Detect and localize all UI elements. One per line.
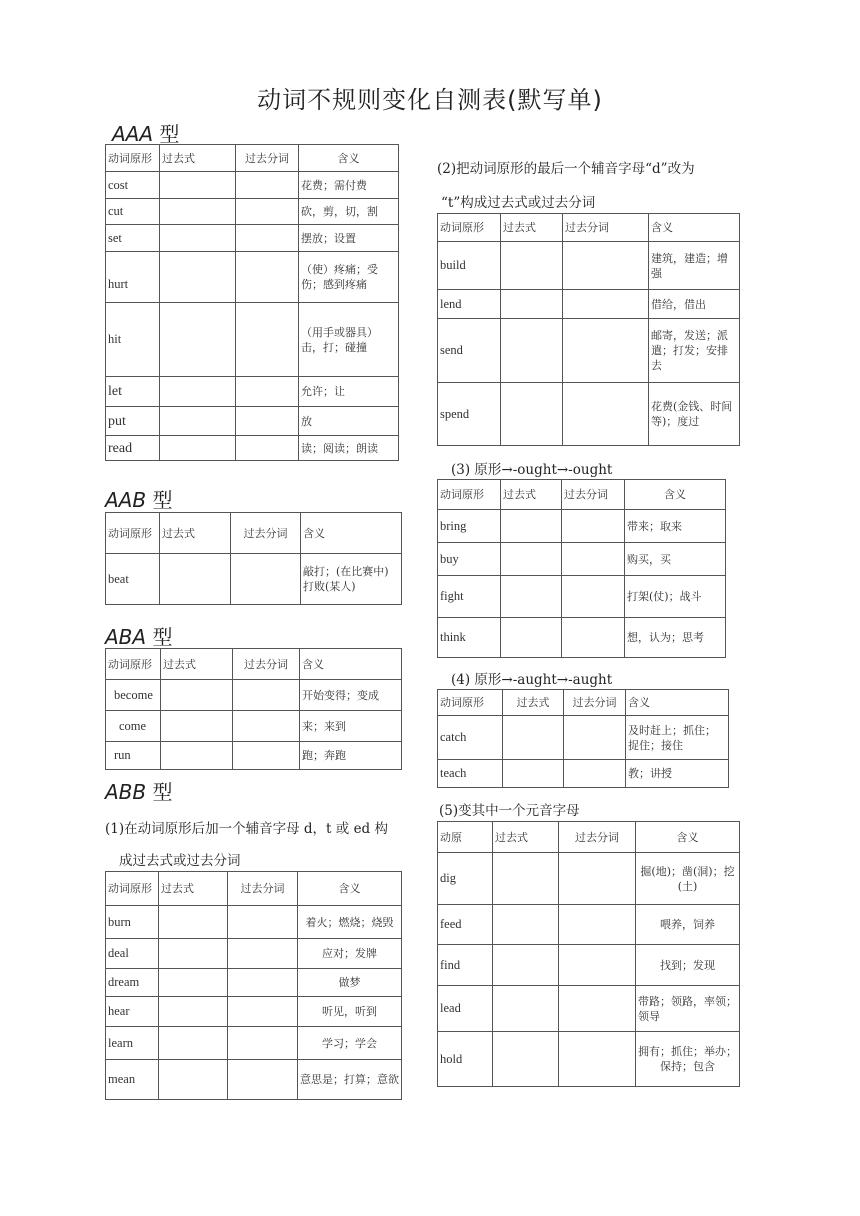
col-header-base: 动词原形 [106, 872, 159, 906]
verb-base: send [438, 319, 501, 383]
past-input[interactable] [501, 290, 563, 319]
pp-input[interactable] [564, 760, 626, 788]
pp-input[interactable] [236, 225, 299, 252]
verb-meaning: 放 [299, 407, 399, 436]
table-header-row [438, 480, 726, 510]
verb-meaning: 建筑，建造；增强 [649, 242, 740, 290]
table-header-row [106, 649, 402, 680]
col-header-pp: 过去分词 [564, 690, 626, 716]
col-header-base: 动词原形 [438, 214, 501, 242]
col-header-past: 过去式 [501, 214, 563, 242]
table-row [106, 1060, 402, 1100]
verb-base: dream [106, 969, 159, 997]
verb-meaning: 打架(仗)；战斗 [625, 576, 726, 618]
col-header-base: 动词原形 [106, 145, 160, 172]
col-header-past: 过去式 [159, 872, 228, 906]
table-row [106, 303, 399, 377]
col-header-meaning: 含义 [649, 214, 740, 242]
pp-input[interactable] [236, 377, 299, 407]
pp-input[interactable] [228, 1027, 298, 1060]
verb-base: dig [438, 853, 493, 905]
verb-base: teach [438, 760, 503, 788]
table-row [106, 436, 399, 461]
table-row [106, 252, 399, 303]
verb-meaning: 摆放；设置 [299, 225, 399, 252]
table-row [106, 554, 402, 605]
pp-input[interactable] [228, 939, 298, 969]
table-row [438, 760, 729, 788]
table-header-row [106, 513, 402, 554]
aab-heading-type: 型 [152, 488, 173, 512]
verb-meaning: 教；讲授 [626, 760, 729, 788]
col-header-pp: 过去分词 [231, 513, 301, 554]
abb-note-line1: (1)在动词原形后加一个辅音字母 d，t 或 ed 构 [105, 821, 388, 837]
past-input[interactable] [160, 407, 236, 436]
col-header-past: 过去式 [160, 145, 236, 172]
verb-base: hear [106, 997, 159, 1027]
verb-base: read [106, 436, 160, 461]
sec2-table [437, 213, 739, 446]
table-row [438, 543, 726, 576]
verb-meaning: 允许；让 [299, 377, 399, 407]
aaa-table [105, 144, 398, 461]
verb-base: find [438, 945, 493, 986]
past-input[interactable] [493, 905, 559, 945]
verb-base: hit [106, 303, 160, 377]
aab-heading-latin: AAB [105, 488, 147, 512]
past-input[interactable] [503, 760, 564, 788]
pp-input[interactable] [563, 383, 649, 446]
verb-meaning: 借给，借出 [649, 290, 740, 319]
abb-heading-latin: ABB [105, 780, 147, 804]
pp-input[interactable] [562, 510, 625, 543]
verb-base: become [106, 680, 161, 711]
col-header-base: 动词原形 [106, 649, 161, 680]
verb-base: lead [438, 986, 493, 1032]
abb-heading [105, 776, 172, 805]
verb-meaning: 带路；领路，率领；领导 [636, 986, 740, 1032]
col-header-pp: 过去分词 [559, 822, 636, 853]
table-row [106, 407, 399, 436]
aba-heading-latin: ABA [105, 625, 147, 649]
col-header-meaning: 含义 [298, 872, 402, 906]
table-row [106, 225, 399, 252]
pp-input[interactable] [236, 436, 299, 461]
verb-meaning: 拥有；抓住；举办；保持；包含 [636, 1032, 740, 1087]
pp-input[interactable] [233, 711, 300, 742]
col-header-meaning: 含义 [625, 480, 726, 510]
verb-base: fight [438, 576, 501, 618]
verb-meaning: 找到；发现 [636, 945, 740, 986]
abb-heading-type: 型 [152, 780, 173, 804]
past-input[interactable] [501, 242, 563, 290]
table-header-row [438, 690, 729, 716]
table-header-row [106, 145, 399, 172]
past-input[interactable] [159, 1060, 228, 1100]
verb-meaning: 带来；取来 [625, 510, 726, 543]
past-input[interactable] [503, 716, 564, 760]
verb-base: spend [438, 383, 501, 446]
table-row [106, 939, 402, 969]
past-input[interactable] [493, 1032, 559, 1087]
table-row [438, 618, 726, 658]
pp-input[interactable] [236, 172, 299, 199]
verb-meaning: 听见，听到 [298, 997, 402, 1027]
col-header-pp: 过去分词 [228, 872, 298, 906]
col-header-meaning: 含义 [299, 145, 399, 172]
verb-base: let [106, 377, 160, 407]
pp-input[interactable] [236, 199, 299, 225]
verb-base: build [438, 242, 501, 290]
verb-meaning: （用手或器具）击，打；碰撞 [299, 303, 399, 377]
table-row [438, 945, 740, 986]
past-input[interactable] [493, 945, 559, 986]
table-row [438, 242, 740, 290]
pp-input[interactable] [236, 303, 299, 377]
past-input[interactable] [160, 199, 236, 225]
verb-meaning: 着火；燃烧；烧毁 [298, 906, 402, 939]
table-header-row [438, 822, 740, 853]
table-row [438, 290, 740, 319]
past-input[interactable] [160, 225, 236, 252]
verb-base: feed [438, 905, 493, 945]
past-input[interactable] [160, 377, 236, 407]
verb-base: beat [106, 554, 160, 605]
table-header-row [438, 214, 740, 242]
table-row [438, 1032, 740, 1087]
aab-table [105, 512, 401, 605]
sec5-note: (5)变其中一个元音字母 [439, 803, 580, 819]
verb-base: hurt [106, 252, 160, 303]
col-header-pp: 过去分词 [236, 145, 299, 172]
verb-base: burn [106, 906, 159, 939]
aba-heading-type: 型 [152, 625, 173, 649]
table-row [106, 199, 399, 225]
page-title: 动词不规则变化自测表(默写单) [257, 86, 603, 114]
verb-meaning: 想，认为；思考 [625, 618, 726, 658]
verb-base: run [106, 742, 161, 770]
past-input[interactable] [501, 576, 562, 618]
col-header-base: 动原 [438, 822, 493, 853]
sec2-note-line1: (2)把动词原形的最后一个辅音字母“d”改为 [437, 161, 695, 177]
verb-meaning: 学习；学会 [298, 1027, 402, 1060]
aba-heading [105, 621, 172, 650]
verb-base: buy [438, 543, 501, 576]
col-header-past: 过去式 [160, 513, 231, 554]
verb-meaning: 购买，买 [625, 543, 726, 576]
verb-base: deal [106, 939, 159, 969]
past-input[interactable] [161, 711, 233, 742]
past-input[interactable] [501, 383, 563, 446]
verb-base: come [106, 711, 161, 742]
table-header-row [106, 872, 402, 906]
table-row [438, 576, 726, 618]
pp-input[interactable] [236, 407, 299, 436]
col-header-pp: 过去分词 [563, 214, 649, 242]
past-input[interactable] [160, 252, 236, 303]
pp-input[interactable] [559, 1032, 636, 1087]
aaa-heading-type: 型 [159, 122, 180, 146]
aaa-heading [112, 118, 179, 147]
verb-meaning: 来；来到 [300, 711, 402, 742]
verb-meaning: 掘(地)；凿(洞)；挖(土) [636, 853, 740, 905]
past-input[interactable] [161, 742, 233, 770]
aab-heading [105, 484, 172, 513]
past-input[interactable] [501, 319, 563, 383]
table-row [106, 997, 402, 1027]
verb-meaning: 开始变得；变成 [300, 680, 402, 711]
table-row [438, 905, 740, 945]
col-header-past: 过去式 [161, 649, 233, 680]
verb-meaning: （使）疼痛；受伤；感到疼痛 [299, 252, 399, 303]
table-row [106, 969, 402, 997]
past-input[interactable] [159, 997, 228, 1027]
past-input[interactable] [501, 618, 562, 658]
table-row [106, 742, 402, 770]
sec4-note: (4) 原形→-aught→-aught [451, 672, 613, 688]
aba-table [105, 648, 401, 770]
pp-input[interactable] [228, 1060, 298, 1100]
past-input[interactable] [159, 1027, 228, 1060]
verb-base: cut [106, 199, 160, 225]
past-input[interactable] [160, 436, 236, 461]
past-input[interactable] [159, 939, 228, 969]
col-header-meaning: 含义 [301, 513, 402, 554]
table-row [438, 319, 740, 383]
verb-meaning: 邮寄，发送；派遣；打发；安排去 [649, 319, 740, 383]
table-row [438, 853, 740, 905]
pp-input[interactable] [233, 742, 300, 770]
verb-meaning: 及时赶上；抓住；捉住；接住 [626, 716, 729, 760]
verb-meaning: 敲打；(在比赛中)打败(某人) [301, 554, 402, 605]
abb-table [105, 871, 401, 1100]
verb-meaning: 做梦 [298, 969, 402, 997]
pp-input[interactable] [231, 554, 301, 605]
verb-base: catch [438, 716, 503, 760]
pp-input[interactable] [563, 319, 649, 383]
col-header-base: 动词原形 [106, 513, 160, 554]
col-header-meaning: 含义 [300, 649, 402, 680]
pp-input[interactable] [228, 906, 298, 939]
table-row [438, 716, 729, 760]
col-header-pp: 过去分词 [233, 649, 300, 680]
past-input[interactable] [501, 510, 562, 543]
verb-base: cost [106, 172, 160, 199]
verb-base: put [106, 407, 160, 436]
table-row [438, 986, 740, 1032]
verb-base: bring [438, 510, 501, 543]
pp-input[interactable] [562, 576, 625, 618]
verb-meaning: 意思是；打算；意欲 [298, 1060, 402, 1100]
pp-input[interactable] [563, 242, 649, 290]
verb-base: mean [106, 1060, 159, 1100]
verb-meaning: 读；阅读；朗读 [299, 436, 399, 461]
sec5-table [437, 821, 739, 1087]
pp-input[interactable] [233, 680, 300, 711]
past-input[interactable] [160, 172, 236, 199]
pp-input[interactable] [228, 969, 298, 997]
past-input[interactable] [160, 554, 231, 605]
past-input[interactable] [161, 680, 233, 711]
table-row [106, 172, 399, 199]
col-header-pp: 过去分词 [562, 480, 625, 510]
past-input[interactable] [493, 853, 559, 905]
col-header-meaning: 含义 [636, 822, 740, 853]
pp-input[interactable] [559, 945, 636, 986]
col-header-base: 动词原形 [438, 690, 503, 716]
table-row [438, 510, 726, 543]
pp-input[interactable] [236, 252, 299, 303]
pp-input[interactable] [562, 543, 625, 576]
table-row [106, 711, 402, 742]
abb-note-line2: 成过去式或过去分词 [119, 853, 241, 869]
pp-input[interactable] [563, 290, 649, 319]
past-input[interactable] [159, 906, 228, 939]
table-row [106, 680, 402, 711]
table-row [106, 906, 402, 939]
sec4-table [437, 689, 728, 788]
pp-input[interactable] [562, 618, 625, 658]
pp-input[interactable] [559, 986, 636, 1032]
col-header-past: 过去式 [503, 690, 564, 716]
verb-base: lend [438, 290, 501, 319]
verb-meaning: 花费(金钱、时间等)；度过 [649, 383, 740, 446]
sec3-note: (3) 原形→-ought→-ought [451, 462, 613, 478]
col-header-past: 过去式 [493, 822, 559, 853]
pp-input[interactable] [564, 716, 626, 760]
verb-meaning: 砍，剪，切，割 [299, 199, 399, 225]
verb-base: think [438, 618, 501, 658]
pp-input[interactable] [228, 997, 298, 1027]
past-input[interactable] [493, 986, 559, 1032]
sec2-note-line2: “t”构成过去式或过去分词 [441, 195, 596, 211]
verb-meaning: 花费；需付费 [299, 172, 399, 199]
col-header-base: 动词原形 [438, 480, 501, 510]
past-input[interactable] [160, 303, 236, 377]
pp-input[interactable] [559, 853, 636, 905]
verb-meaning: 跑；奔跑 [300, 742, 402, 770]
verb-base: set [106, 225, 160, 252]
sec3-table [437, 479, 725, 658]
past-input[interactable] [501, 543, 562, 576]
table-row [438, 383, 740, 446]
col-header-meaning: 含义 [626, 690, 729, 716]
table-row [106, 377, 399, 407]
verb-meaning: 喂养，饲养 [636, 905, 740, 945]
col-header-past: 过去式 [501, 480, 562, 510]
past-input[interactable] [159, 969, 228, 997]
aaa-heading-latin: AAA [112, 122, 154, 146]
pp-input[interactable] [559, 905, 636, 945]
verb-base: learn [106, 1027, 159, 1060]
table-row [106, 1027, 402, 1060]
verb-meaning: 应对；发牌 [298, 939, 402, 969]
verb-base: hold [438, 1032, 493, 1087]
